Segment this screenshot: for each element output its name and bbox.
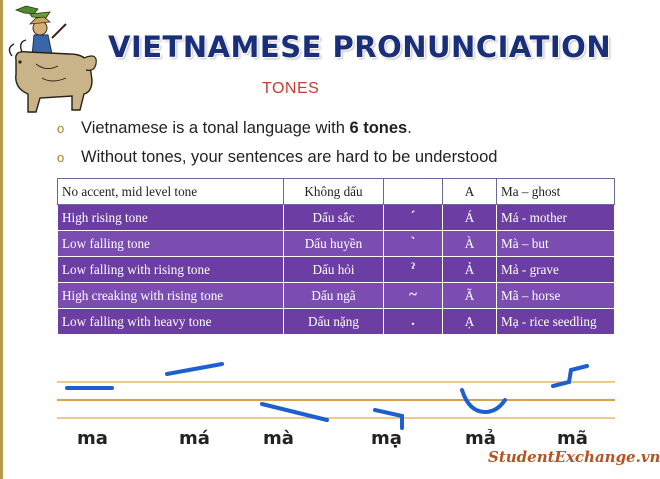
- tone-example-cell: Ma – ghost: [497, 179, 615, 205]
- circle-bullet-icon: o: [57, 121, 65, 136]
- tone-word-label: mả: [465, 428, 496, 449]
- tone-letter-cell: Ạ: [443, 309, 497, 335]
- tone-description-cell: Low falling with heavy tone: [58, 309, 284, 335]
- tones-table: [57, 178, 615, 335]
- tone-word-label: ma: [77, 428, 108, 449]
- tone-name-cell: Dấu ngã: [284, 283, 384, 309]
- table-row: [58, 231, 615, 257]
- table-header-row: [58, 179, 615, 205]
- bullet-list: [57, 114, 497, 172]
- tone-example-cell: Mà – but: [497, 231, 615, 257]
- tone-example-cell: Mả - grave: [497, 257, 615, 283]
- tone-letter-cell: Ả: [443, 257, 497, 283]
- tone-mark-cell: ~: [384, 283, 443, 309]
- tone-example-cell: Mạ - rice seedling: [497, 309, 615, 335]
- table-row: [58, 309, 615, 335]
- table-row: [58, 257, 615, 283]
- bullet-suffix: .: [407, 119, 412, 137]
- tone-contour-diagram: [57, 352, 615, 452]
- tone-mark-cell: ˀ: [384, 257, 443, 283]
- tone-description-cell: Low falling tone: [58, 231, 284, 257]
- tone-description-cell: No accent, mid level tone: [58, 179, 284, 205]
- tone-letter-cell: A: [443, 179, 497, 205]
- bullet-text: Without tones, your sentences are hard to be understood: [81, 148, 498, 166]
- tone-name-cell: Dấu hỏi: [284, 257, 384, 283]
- farmer-on-buffalo-illustration: [6, 2, 100, 114]
- slide-title: VIETNAMESE PRONUNCIATION: [108, 30, 612, 64]
- tone-name-cell: Dấu nặng: [284, 309, 384, 335]
- tone-name-cell: Không dấu: [284, 179, 384, 205]
- tone-word-label: mạ: [371, 428, 402, 449]
- bullet-item: [57, 114, 497, 143]
- tone-letter-cell: Á: [443, 205, 497, 231]
- tone-description-cell: High creaking with rising tone: [58, 283, 284, 309]
- tone-word-label: má: [179, 428, 210, 449]
- bullet-emphasis: 6 tones: [349, 119, 408, 137]
- tone-word-label: mã: [557, 428, 588, 449]
- bullet-text: Vietnamese is a tonal language with: [81, 119, 350, 137]
- brand-watermark: StudentExchange.vn: [488, 448, 660, 466]
- tone-mark-cell: ´: [384, 205, 443, 231]
- tone-example-cell: Má - mother: [497, 205, 615, 231]
- table-row: [58, 205, 615, 231]
- tone-mark-cell: .: [384, 309, 443, 335]
- tone-example-cell: Mã – horse: [497, 283, 615, 309]
- table-row: [58, 283, 615, 309]
- tone-mark-cell: [384, 179, 443, 205]
- tone-name-cell: Dấu huyền: [284, 231, 384, 257]
- tone-letter-cell: À: [443, 231, 497, 257]
- bullet-item: [57, 143, 497, 172]
- tone-word-label: mà: [263, 428, 294, 449]
- tone-description-cell: Low falling with rising tone: [58, 257, 284, 283]
- tone-description-cell: High rising tone: [58, 205, 284, 231]
- tone-name-cell: Dấu sắc: [284, 205, 384, 231]
- tone-letter-cell: Ã: [443, 283, 497, 309]
- tone-mark-cell: `: [384, 231, 443, 257]
- section-subtitle: TONES: [262, 80, 320, 97]
- circle-bullet-icon: o: [57, 150, 65, 165]
